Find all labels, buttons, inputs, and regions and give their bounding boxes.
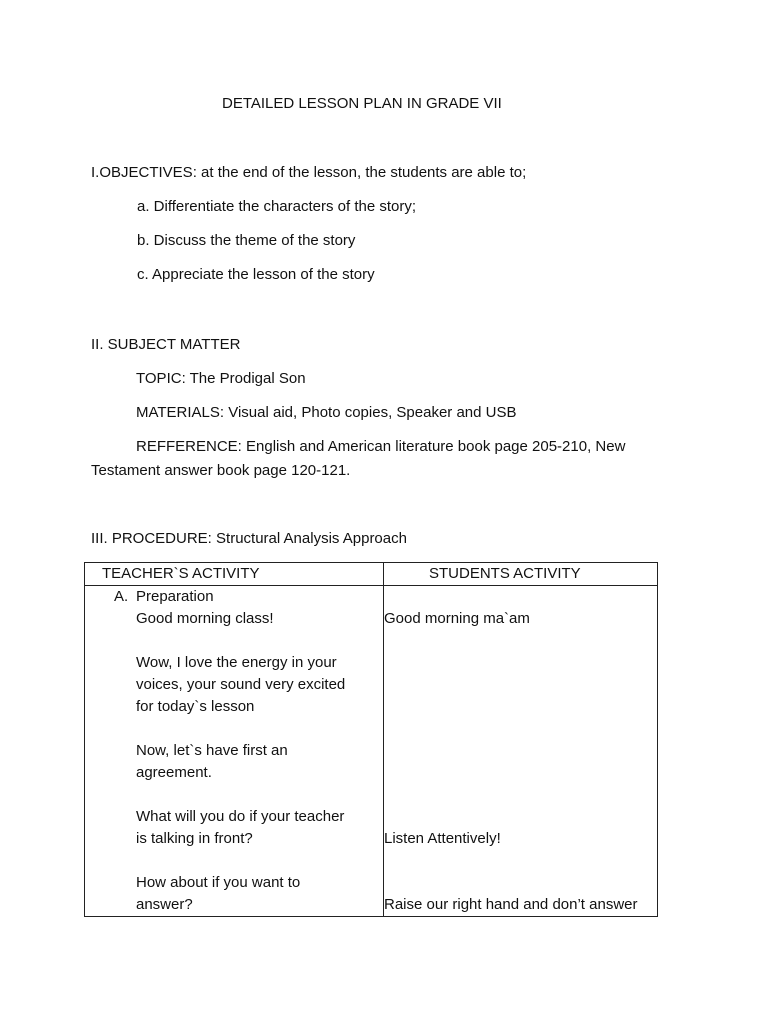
reference-value-1: English and American literature book page 205-210, New	[241, 438, 626, 455]
teacher-line	[85, 718, 383, 740]
materials-value: Visual aid, Photo copies, Speaker and USB	[224, 404, 517, 421]
procedure-heading: III. PROCEDURE:	[91, 530, 212, 547]
materials-label: MATERIALS:	[136, 404, 225, 421]
teacher-activity-cell	[85, 586, 384, 917]
reference-line-2: Testament answer book page 120-121.	[91, 462, 351, 479]
student-line	[384, 696, 657, 718]
reference-label: REFFERENCE:	[136, 438, 242, 455]
table-header-row	[85, 563, 658, 586]
teacher-activity-header: TEACHER`S ACTIVITY	[85, 563, 384, 586]
table-row	[85, 586, 658, 917]
section-mark: A.	[114, 588, 129, 605]
objective-item-b: b. Discuss the theme of the story	[137, 232, 356, 249]
students-activity-header: STUDENTS ACTIVITY	[384, 563, 658, 586]
teacher-line	[85, 630, 383, 652]
student-line	[384, 784, 657, 806]
student-line	[384, 674, 657, 696]
materials-line	[136, 404, 516, 422]
teacher-line: answer?	[136, 896, 193, 913]
student-line	[384, 718, 657, 740]
reference-line-1	[136, 438, 625, 456]
students-activity-cell	[384, 586, 658, 917]
topic-line	[136, 370, 306, 388]
subject-matter-heading: II. SUBJECT MATTER	[91, 336, 241, 353]
student-line: Listen Attentively!	[384, 830, 501, 847]
section-title: Preparation	[136, 588, 214, 605]
teacher-line: How about if you want to	[136, 874, 301, 891]
topic-value: The Prodigal Son	[185, 370, 306, 387]
teacher-line: voices, your sound very excited	[136, 676, 346, 693]
procedure-line	[91, 530, 407, 548]
teacher-line: Good morning class!	[136, 610, 274, 627]
activity-table	[84, 562, 658, 917]
teacher-line: for today`s lesson	[136, 698, 255, 715]
teacher-line	[85, 784, 383, 806]
teacher-line	[85, 850, 383, 872]
student-line	[384, 652, 657, 674]
objective-item-c: c. Appreciate the lesson of the story	[137, 266, 375, 283]
objectives-intro: : at the end of the lesson, the students are able to;	[192, 164, 527, 181]
student-line	[384, 630, 657, 652]
procedure-approach: Structural Analysis Approach	[211, 530, 407, 547]
page-title: DETAILED LESSON PLAN IN GRADE VII	[222, 95, 502, 112]
student-line	[384, 806, 657, 828]
teacher-line: Wow, I love the energy in your	[136, 654, 337, 671]
teacher-line: is talking in front?	[136, 830, 253, 847]
student-line	[384, 850, 657, 872]
student-line	[384, 740, 657, 762]
student-line: Good morning ma`am	[384, 610, 530, 627]
teacher-line: Now, let`s have first an	[136, 742, 288, 759]
teacher-line: What will you do if your teacher	[136, 808, 345, 825]
student-line	[384, 762, 657, 784]
objective-item-a: a. Differentiate the characters of the story;	[137, 198, 417, 215]
topic-label: TOPIC:	[136, 370, 186, 387]
student-line: Raise our right hand and don’t answer	[384, 896, 638, 913]
student-line	[384, 872, 657, 894]
teacher-line: agreement.	[136, 764, 212, 781]
objectives-heading: I.OBJECTIVES	[91, 164, 193, 181]
objectives-line	[91, 164, 526, 182]
section-heading	[85, 586, 383, 608]
